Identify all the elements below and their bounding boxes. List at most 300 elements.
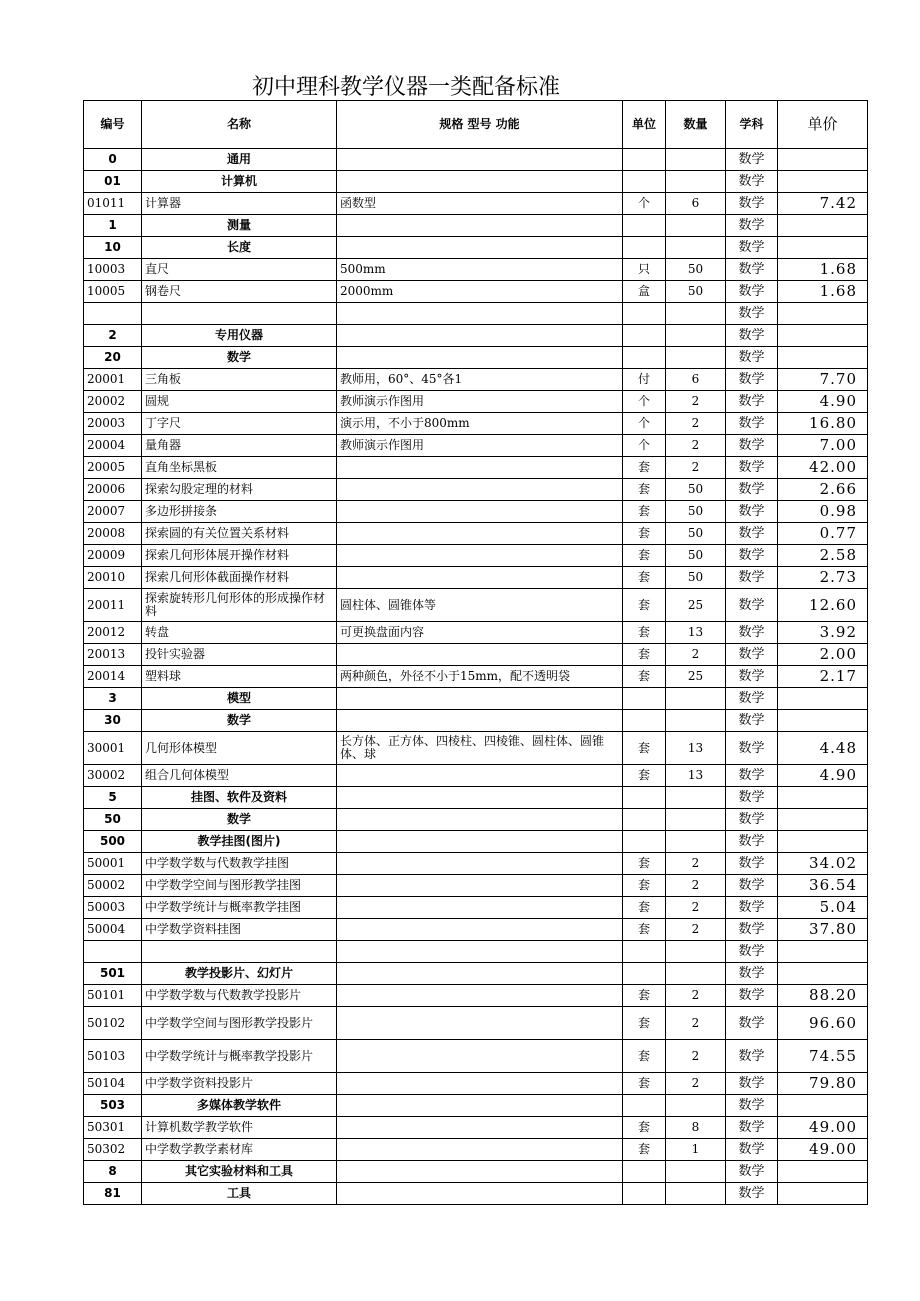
row-price bbox=[778, 325, 868, 347]
row-spec bbox=[337, 457, 623, 479]
row-qty: 6 bbox=[666, 369, 726, 391]
table-row bbox=[84, 666, 868, 688]
row-name: 中学数学空间与图形教学挂图 bbox=[142, 875, 337, 897]
row-unit bbox=[623, 710, 666, 732]
table-row bbox=[84, 1040, 868, 1073]
row-unit: 套 bbox=[623, 589, 666, 622]
row-code: 20008 bbox=[84, 523, 142, 545]
row-name: 数学 bbox=[142, 710, 337, 732]
row-subject: 数学 bbox=[726, 963, 778, 985]
table-row bbox=[84, 1073, 868, 1095]
category-row bbox=[84, 831, 868, 853]
row-unit bbox=[623, 215, 666, 237]
row-code: 8 bbox=[84, 1161, 142, 1183]
row-subject: 数学 bbox=[726, 1073, 778, 1095]
row-qty bbox=[666, 710, 726, 732]
table-row bbox=[84, 853, 868, 875]
row-subject: 数学 bbox=[726, 941, 778, 963]
row-name: 中学数学资料挂图 bbox=[142, 919, 337, 941]
table-row bbox=[84, 303, 868, 325]
category-row bbox=[84, 347, 868, 369]
row-unit bbox=[623, 831, 666, 853]
row-code: 50103 bbox=[84, 1040, 142, 1073]
row-code: 01011 bbox=[84, 193, 142, 215]
row-price: 4.90 bbox=[778, 765, 868, 787]
row-price: 1.68 bbox=[778, 281, 868, 303]
row-name bbox=[142, 303, 337, 325]
row-code: 20011 bbox=[84, 589, 142, 622]
table-row bbox=[84, 523, 868, 545]
row-code: 50003 bbox=[84, 897, 142, 919]
row-qty bbox=[666, 347, 726, 369]
table-row bbox=[84, 457, 868, 479]
row-price: 0.98 bbox=[778, 501, 868, 523]
header-price: 单价 bbox=[778, 101, 868, 149]
row-code: 503 bbox=[84, 1095, 142, 1117]
row-subject: 数学 bbox=[726, 479, 778, 501]
category-row bbox=[84, 688, 868, 710]
row-subject: 数学 bbox=[726, 215, 778, 237]
category-row bbox=[84, 325, 868, 347]
row-code: 0 bbox=[84, 149, 142, 171]
row-spec bbox=[337, 963, 623, 985]
header-spec: 规格 型号 功能 bbox=[337, 101, 623, 149]
row-unit: 套 bbox=[623, 1007, 666, 1040]
row-price: 2.00 bbox=[778, 644, 868, 666]
row-price bbox=[778, 710, 868, 732]
row-code: 5 bbox=[84, 787, 142, 809]
row-subject: 数学 bbox=[726, 875, 778, 897]
row-subject: 数学 bbox=[726, 501, 778, 523]
row-code: 50104 bbox=[84, 1073, 142, 1095]
table-row bbox=[84, 413, 868, 435]
row-name: 转盘 bbox=[142, 622, 337, 644]
row-price: 74.55 bbox=[778, 1040, 868, 1073]
row-price: 34.02 bbox=[778, 853, 868, 875]
row-subject: 数学 bbox=[726, 666, 778, 688]
row-spec: 500mm bbox=[337, 259, 623, 281]
row-price: 88.20 bbox=[778, 985, 868, 1007]
row-code: 50 bbox=[84, 809, 142, 831]
row-name: 中学数学数与代数教学挂图 bbox=[142, 853, 337, 875]
row-qty bbox=[666, 325, 726, 347]
row-name: 数学 bbox=[142, 809, 337, 831]
row-qty bbox=[666, 941, 726, 963]
row-spec bbox=[337, 1161, 623, 1183]
row-code: 50301 bbox=[84, 1117, 142, 1139]
row-qty bbox=[666, 171, 726, 193]
row-qty: 2 bbox=[666, 391, 726, 413]
row-subject: 数学 bbox=[726, 710, 778, 732]
row-subject: 数学 bbox=[726, 1183, 778, 1205]
row-unit: 盒 bbox=[623, 281, 666, 303]
row-price bbox=[778, 941, 868, 963]
row-name: 塑料球 bbox=[142, 666, 337, 688]
row-spec bbox=[337, 545, 623, 567]
row-qty: 13 bbox=[666, 622, 726, 644]
row-name: 直尺 bbox=[142, 259, 337, 281]
row-spec bbox=[337, 644, 623, 666]
category-row bbox=[84, 1183, 868, 1205]
row-code: 81 bbox=[84, 1183, 142, 1205]
header-code: 编号 bbox=[84, 101, 142, 149]
row-name: 探索勾股定理的材料 bbox=[142, 479, 337, 501]
row-code: 20009 bbox=[84, 545, 142, 567]
row-price: 7.70 bbox=[778, 369, 868, 391]
row-qty: 2 bbox=[666, 644, 726, 666]
row-spec bbox=[337, 303, 623, 325]
row-subject: 数学 bbox=[726, 1117, 778, 1139]
row-name: 挂图、软件及资料 bbox=[142, 787, 337, 809]
row-spec bbox=[337, 1095, 623, 1117]
row-qty: 2 bbox=[666, 1040, 726, 1073]
row-unit: 套 bbox=[623, 1073, 666, 1095]
row-unit: 套 bbox=[623, 1040, 666, 1073]
row-price bbox=[778, 688, 868, 710]
row-price: 2.73 bbox=[778, 567, 868, 589]
row-price bbox=[778, 149, 868, 171]
row-name: 中学数学空间与图形教学投影片 bbox=[142, 1007, 337, 1040]
row-qty: 50 bbox=[666, 523, 726, 545]
row-code: 50102 bbox=[84, 1007, 142, 1040]
row-code: 50002 bbox=[84, 875, 142, 897]
row-spec bbox=[337, 171, 623, 193]
row-spec bbox=[337, 765, 623, 787]
row-name: 专用仪器 bbox=[142, 325, 337, 347]
row-subject: 数学 bbox=[726, 688, 778, 710]
row-code: 20012 bbox=[84, 622, 142, 644]
row-name: 多边形拼接条 bbox=[142, 501, 337, 523]
row-subject: 数学 bbox=[726, 732, 778, 765]
row-unit: 套 bbox=[623, 457, 666, 479]
row-subject: 数学 bbox=[726, 545, 778, 567]
row-price bbox=[778, 215, 868, 237]
row-qty: 50 bbox=[666, 567, 726, 589]
row-qty bbox=[666, 303, 726, 325]
row-subject: 数学 bbox=[726, 897, 778, 919]
row-spec: 教师演示作图用 bbox=[337, 435, 623, 457]
table-row bbox=[84, 875, 868, 897]
row-code: 2 bbox=[84, 325, 142, 347]
row-name: 多媒体教学软件 bbox=[142, 1095, 337, 1117]
row-qty bbox=[666, 688, 726, 710]
table-row bbox=[84, 765, 868, 787]
row-unit: 套 bbox=[623, 853, 666, 875]
row-name: 中学数学资料投影片 bbox=[142, 1073, 337, 1095]
row-spec bbox=[337, 875, 623, 897]
row-unit: 套 bbox=[623, 545, 666, 567]
row-unit: 套 bbox=[623, 567, 666, 589]
row-spec: 圆柱体、圆锥体等 bbox=[337, 589, 623, 622]
row-qty bbox=[666, 149, 726, 171]
row-name: 计算机 bbox=[142, 171, 337, 193]
row-unit bbox=[623, 237, 666, 259]
row-spec bbox=[337, 1183, 623, 1205]
row-unit bbox=[623, 809, 666, 831]
row-name: 投针实验器 bbox=[142, 644, 337, 666]
row-code: 01 bbox=[84, 171, 142, 193]
row-unit: 付 bbox=[623, 369, 666, 391]
row-code: 20 bbox=[84, 347, 142, 369]
row-price bbox=[778, 237, 868, 259]
row-price: 42.00 bbox=[778, 457, 868, 479]
row-spec bbox=[337, 853, 623, 875]
row-code: 20001 bbox=[84, 369, 142, 391]
row-subject: 数学 bbox=[726, 589, 778, 622]
row-name: 模型 bbox=[142, 688, 337, 710]
table-row bbox=[84, 479, 868, 501]
row-subject: 数学 bbox=[726, 259, 778, 281]
row-code: 10005 bbox=[84, 281, 142, 303]
row-price bbox=[778, 1095, 868, 1117]
row-spec bbox=[337, 237, 623, 259]
row-price bbox=[778, 809, 868, 831]
row-name: 量角器 bbox=[142, 435, 337, 457]
category-row bbox=[84, 215, 868, 237]
row-price: 7.00 bbox=[778, 435, 868, 457]
table-row bbox=[84, 259, 868, 281]
table-row bbox=[84, 919, 868, 941]
row-price: 3.92 bbox=[778, 622, 868, 644]
row-subject: 数学 bbox=[726, 171, 778, 193]
row-spec: 长方体、正方体、四棱柱、四棱锥、圆柱体、圆锥体、球 bbox=[337, 732, 623, 765]
row-subject: 数学 bbox=[726, 787, 778, 809]
row-price bbox=[778, 1161, 868, 1183]
category-row bbox=[84, 710, 868, 732]
row-name: 探索几何形体展开操作材料 bbox=[142, 545, 337, 567]
row-subject: 数学 bbox=[726, 369, 778, 391]
row-spec: 函数型 bbox=[337, 193, 623, 215]
row-price: 37.80 bbox=[778, 919, 868, 941]
row-spec bbox=[337, 215, 623, 237]
row-code: 10003 bbox=[84, 259, 142, 281]
row-spec bbox=[337, 1117, 623, 1139]
table-row bbox=[84, 897, 868, 919]
page-title: 初中理科教学仪器一类配备标准 bbox=[252, 75, 561, 100]
row-qty bbox=[666, 787, 726, 809]
table-row bbox=[84, 985, 868, 1007]
row-code: 20003 bbox=[84, 413, 142, 435]
row-subject: 数学 bbox=[726, 1139, 778, 1161]
row-unit: 套 bbox=[623, 479, 666, 501]
row-name: 圆规 bbox=[142, 391, 337, 413]
row-qty: 50 bbox=[666, 479, 726, 501]
row-code: 30 bbox=[84, 710, 142, 732]
row-name: 计算器 bbox=[142, 193, 337, 215]
row-code: 20013 bbox=[84, 644, 142, 666]
row-spec: 两种颜色，外径不小于15mm，配不透明袋 bbox=[337, 666, 623, 688]
row-code: 50302 bbox=[84, 1139, 142, 1161]
row-spec bbox=[337, 325, 623, 347]
table-row bbox=[84, 281, 868, 303]
row-qty: 1 bbox=[666, 1139, 726, 1161]
row-qty: 2 bbox=[666, 457, 726, 479]
table-row bbox=[84, 1139, 868, 1161]
row-subject: 数学 bbox=[726, 303, 778, 325]
table-row bbox=[84, 193, 868, 215]
row-name: 长度 bbox=[142, 237, 337, 259]
row-unit: 套 bbox=[623, 765, 666, 787]
row-name: 组合几何体模型 bbox=[142, 765, 337, 787]
row-spec bbox=[337, 985, 623, 1007]
row-unit bbox=[623, 149, 666, 171]
row-code: 20004 bbox=[84, 435, 142, 457]
row-subject: 数学 bbox=[726, 347, 778, 369]
header-qty: 数量 bbox=[666, 101, 726, 149]
row-qty: 2 bbox=[666, 875, 726, 897]
row-name: 中学数学统计与概率教学投影片 bbox=[142, 1040, 337, 1073]
row-name: 直角坐标黑板 bbox=[142, 457, 337, 479]
row-price bbox=[778, 347, 868, 369]
row-price: 7.42 bbox=[778, 193, 868, 215]
row-price: 2.58 bbox=[778, 545, 868, 567]
row-name: 探索旋转形几何形体的形成操作材料 bbox=[142, 589, 337, 622]
row-code: 500 bbox=[84, 831, 142, 853]
row-unit: 套 bbox=[623, 732, 666, 765]
row-price: 2.17 bbox=[778, 666, 868, 688]
table-row bbox=[84, 545, 868, 567]
row-spec bbox=[337, 479, 623, 501]
row-unit: 套 bbox=[623, 919, 666, 941]
row-code: 3 bbox=[84, 688, 142, 710]
row-spec bbox=[337, 688, 623, 710]
row-name: 其它实验材料和工具 bbox=[142, 1161, 337, 1183]
row-code: 50101 bbox=[84, 985, 142, 1007]
row-name: 计算机数学教学软件 bbox=[142, 1117, 337, 1139]
row-qty bbox=[666, 963, 726, 985]
row-unit bbox=[623, 1183, 666, 1205]
row-price bbox=[778, 963, 868, 985]
row-qty: 50 bbox=[666, 281, 726, 303]
row-qty: 13 bbox=[666, 765, 726, 787]
row-subject: 数学 bbox=[726, 413, 778, 435]
row-unit: 套 bbox=[623, 985, 666, 1007]
row-code: 1 bbox=[84, 215, 142, 237]
table-body bbox=[84, 149, 868, 1205]
row-code: 30002 bbox=[84, 765, 142, 787]
row-code: 50004 bbox=[84, 919, 142, 941]
table-row bbox=[84, 644, 868, 666]
row-price bbox=[778, 303, 868, 325]
table-row bbox=[84, 589, 868, 622]
table-row bbox=[84, 435, 868, 457]
row-qty: 2 bbox=[666, 897, 726, 919]
row-name: 教学挂图(图片) bbox=[142, 831, 337, 853]
table-row bbox=[84, 369, 868, 391]
row-price: 49.00 bbox=[778, 1117, 868, 1139]
row-qty bbox=[666, 215, 726, 237]
row-spec bbox=[337, 1073, 623, 1095]
row-name: 中学数学统计与概率教学挂图 bbox=[142, 897, 337, 919]
row-code: 20006 bbox=[84, 479, 142, 501]
row-price: 4.90 bbox=[778, 391, 868, 413]
row-unit bbox=[623, 688, 666, 710]
row-spec bbox=[337, 919, 623, 941]
row-spec: 演示用，不小于800mm bbox=[337, 413, 623, 435]
table-row bbox=[84, 1007, 868, 1040]
row-qty bbox=[666, 237, 726, 259]
row-name: 教学投影片、幻灯片 bbox=[142, 963, 337, 985]
header-name: 名称 bbox=[142, 101, 337, 149]
row-name: 中学数学数与代数教学投影片 bbox=[142, 985, 337, 1007]
category-row bbox=[84, 149, 868, 171]
row-qty: 25 bbox=[666, 589, 726, 622]
row-spec bbox=[337, 1007, 623, 1040]
row-price: 5.04 bbox=[778, 897, 868, 919]
row-spec bbox=[337, 831, 623, 853]
row-subject: 数学 bbox=[726, 853, 778, 875]
row-unit bbox=[623, 303, 666, 325]
category-row bbox=[84, 171, 868, 193]
row-subject: 数学 bbox=[726, 985, 778, 1007]
row-qty: 6 bbox=[666, 193, 726, 215]
row-price: 36.54 bbox=[778, 875, 868, 897]
header-unit: 单位 bbox=[623, 101, 666, 149]
row-unit bbox=[623, 1161, 666, 1183]
row-subject: 数学 bbox=[726, 325, 778, 347]
row-spec bbox=[337, 897, 623, 919]
row-code: 30001 bbox=[84, 732, 142, 765]
row-spec bbox=[337, 567, 623, 589]
row-qty bbox=[666, 831, 726, 853]
row-name: 测量 bbox=[142, 215, 337, 237]
category-row bbox=[84, 1095, 868, 1117]
row-unit bbox=[623, 963, 666, 985]
row-spec bbox=[337, 1040, 623, 1073]
row-subject: 数学 bbox=[726, 1095, 778, 1117]
row-spec: 2000mm bbox=[337, 281, 623, 303]
header-row bbox=[84, 101, 868, 149]
row-spec bbox=[337, 149, 623, 171]
row-name: 三角板 bbox=[142, 369, 337, 391]
row-code: 20010 bbox=[84, 567, 142, 589]
row-qty bbox=[666, 1183, 726, 1205]
row-unit: 套 bbox=[623, 622, 666, 644]
row-price bbox=[778, 831, 868, 853]
row-unit bbox=[623, 347, 666, 369]
row-price: 4.48 bbox=[778, 732, 868, 765]
row-name: 探索圆的有关位置关系材料 bbox=[142, 523, 337, 545]
category-row bbox=[84, 809, 868, 831]
row-unit: 套 bbox=[623, 666, 666, 688]
row-spec bbox=[337, 809, 623, 831]
row-spec bbox=[337, 1139, 623, 1161]
header-subject: 学科 bbox=[726, 101, 778, 149]
row-name bbox=[142, 941, 337, 963]
row-spec: 教师用，60°、45°各1 bbox=[337, 369, 623, 391]
row-name: 几何形体模型 bbox=[142, 732, 337, 765]
row-name: 丁字尺 bbox=[142, 413, 337, 435]
row-unit bbox=[623, 1095, 666, 1117]
row-price bbox=[778, 787, 868, 809]
row-subject: 数学 bbox=[726, 622, 778, 644]
row-spec bbox=[337, 501, 623, 523]
row-qty: 50 bbox=[666, 259, 726, 281]
row-subject: 数学 bbox=[726, 457, 778, 479]
row-unit: 套 bbox=[623, 1117, 666, 1139]
row-qty: 2 bbox=[666, 985, 726, 1007]
row-unit: 套 bbox=[623, 897, 666, 919]
category-row bbox=[84, 237, 868, 259]
row-unit: 只 bbox=[623, 259, 666, 281]
row-code: 20005 bbox=[84, 457, 142, 479]
row-unit: 套 bbox=[623, 875, 666, 897]
row-unit: 个 bbox=[623, 391, 666, 413]
row-subject: 数学 bbox=[726, 149, 778, 171]
row-unit: 套 bbox=[623, 501, 666, 523]
row-spec: 可更换盘面内容 bbox=[337, 622, 623, 644]
row-name: 钢卷尺 bbox=[142, 281, 337, 303]
